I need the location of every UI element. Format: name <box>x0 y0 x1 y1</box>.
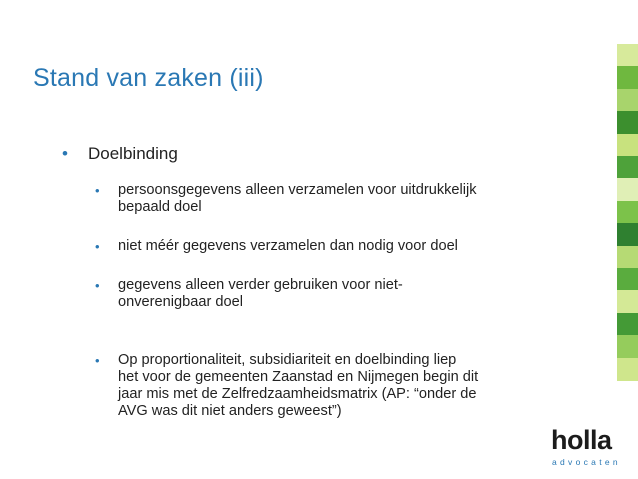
stripe-segment <box>617 134 638 157</box>
decorative-stripe-bar <box>617 44 638 380</box>
stripe-segment <box>617 223 638 246</box>
sub-bullet-symbol: • <box>95 239 100 254</box>
sub-bullet-line: niet méér gegevens verzamelen dan nodig voor doel <box>118 238 458 254</box>
stripe-segment <box>617 268 638 291</box>
sub-bullet-text <box>118 238 523 255</box>
sub-bullet-text <box>118 352 523 420</box>
stripe-segment <box>617 156 638 179</box>
stripe-segment <box>617 335 638 358</box>
stripe-segment <box>617 313 638 336</box>
stripe-segment <box>617 290 638 313</box>
stripe-segment <box>617 89 638 112</box>
sub-bullet-line: onverenigbaar doel <box>118 294 243 310</box>
sub-bullet-line: het voor de gemeenten Zaanstad en Nijmegen begin dit <box>118 369 479 385</box>
stripe-segment <box>617 66 638 89</box>
slide-title: Stand van zaken (iii) <box>33 64 264 92</box>
sub-bullet-line: gegevens alleen verder gebruiken voor niet- <box>118 277 403 293</box>
stripe-segment <box>617 246 638 269</box>
sub-bullet-text <box>118 182 523 216</box>
sub-bullet-symbol: • <box>95 183 100 198</box>
main-bullet-text: Doelbinding <box>88 144 178 163</box>
stripe-segment <box>617 178 638 201</box>
logo-wordmark: holla <box>551 425 612 455</box>
sub-bullet-line: Op proportionaliteit, subsidiariteit en doelbinding liep <box>118 352 457 368</box>
stripe-segment <box>617 44 638 67</box>
stripe-segment <box>617 111 638 134</box>
sub-bullet-line: persoonsgegevens alleen verzamelen voor uitdrukkelijk <box>118 182 477 198</box>
sub-bullet-symbol: • <box>95 353 100 368</box>
logo-subtitle: advocaten <box>552 457 621 467</box>
sub-bullet-symbol: • <box>95 278 100 293</box>
sub-bullet-line: jaar mis met de Zelfredzaamheidsmatrix (AP: “onder de <box>118 386 477 402</box>
sub-bullet-line: AVG was dit niet anders geweest”) <box>118 403 342 419</box>
sub-bullet-text <box>118 277 523 311</box>
stripe-segment <box>617 201 638 224</box>
main-bullet-symbol: • <box>62 144 68 163</box>
sub-bullet-line: bepaald doel <box>118 199 202 215</box>
stripe-segment <box>617 358 638 381</box>
holla-logo <box>551 425 621 467</box>
